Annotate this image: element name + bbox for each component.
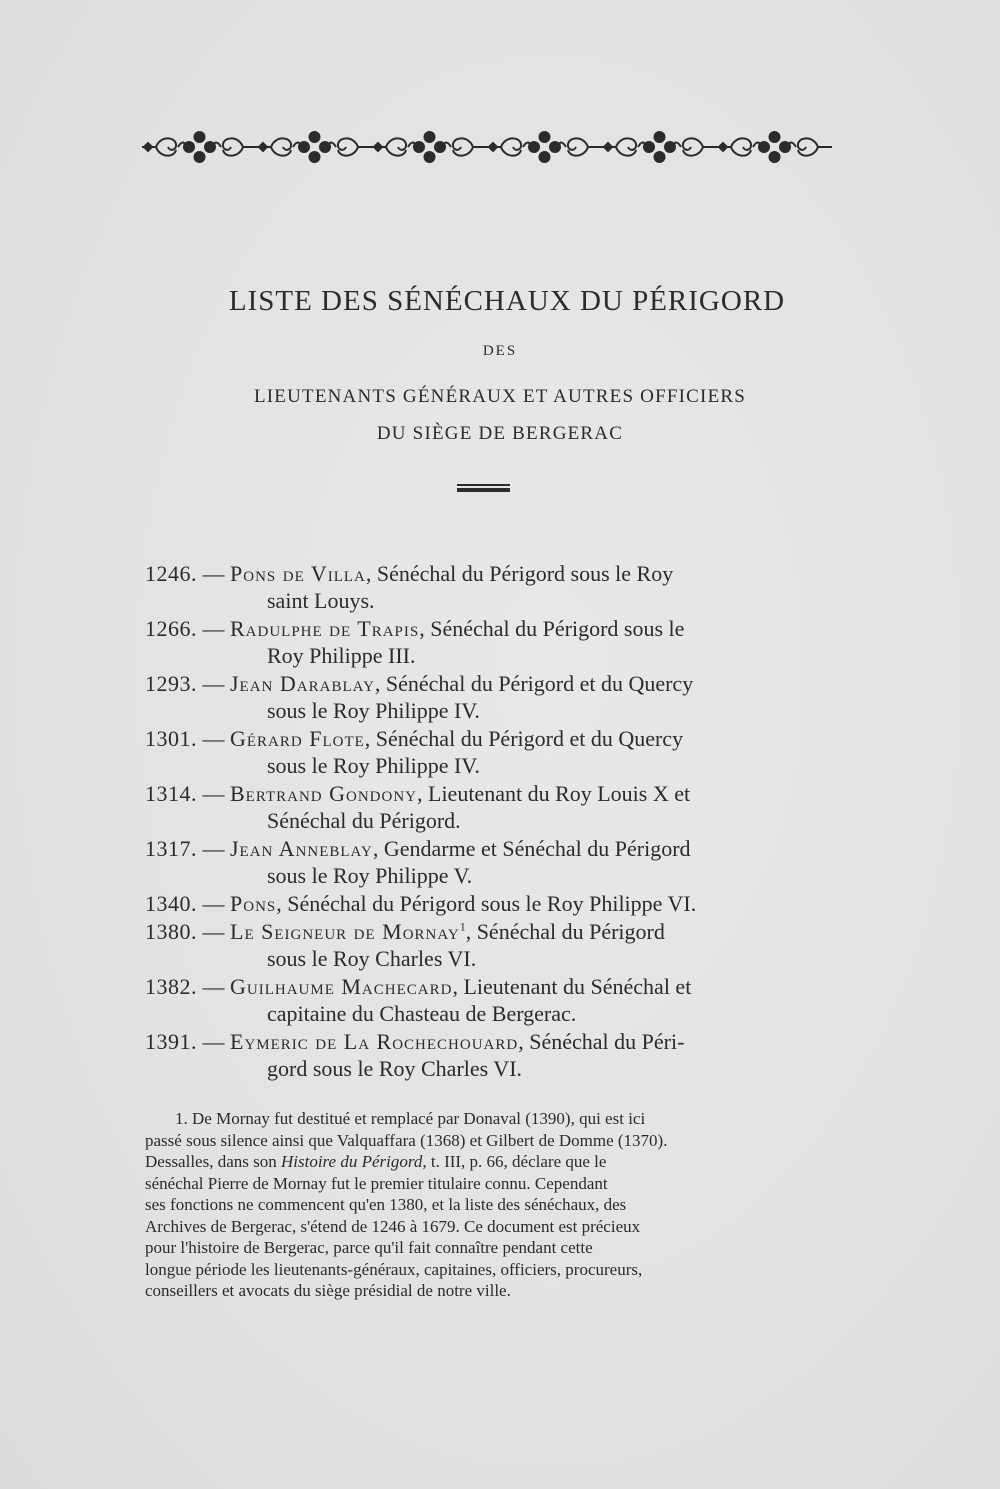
footnote-line: conseillers et avocats du siège présidial de notre ville. bbox=[145, 1281, 511, 1300]
entry-name: Pons de Villa bbox=[230, 561, 366, 586]
entry-name: Eymeric de La Rochechouard bbox=[230, 1029, 519, 1054]
entry-name: Gérard Flote bbox=[230, 726, 365, 751]
decorative-ornament-band bbox=[142, 128, 832, 166]
footnote-line: ses fonctions ne commencent qu'en 1380, et la liste des sénéchaux, des bbox=[145, 1195, 627, 1214]
entry-name: Bertrand Gondony bbox=[230, 781, 417, 806]
footnote-line: longue période les lieutenants-généraux, capitaines, officiers, procureurs, bbox=[145, 1259, 643, 1279]
entry-name: Pons bbox=[230, 891, 277, 916]
list-item: 1340. — Pons, Sénéchal du Périgord sous le Roy Philippe VI. bbox=[145, 891, 697, 916]
entry-year: 1266. bbox=[145, 616, 197, 641]
ornament-unit bbox=[372, 131, 487, 163]
subtitle-line-2: DU SIÈGE DE BERGERAC bbox=[376, 423, 624, 444]
entry-name: Guilhaume Machecard bbox=[230, 974, 453, 999]
title-connector: DES bbox=[482, 343, 518, 359]
footnote-line: 1. De Mornay fut destitué et remplacé par Donaval (1390), qui est ici bbox=[175, 1109, 646, 1128]
list-item: 1301. — Gérard Flote, Sénéchal du Périgord et du Quercy sous le Roy Philippe IV. bbox=[145, 726, 684, 778]
entry-name: Le Seigneur de Mornay bbox=[230, 919, 460, 944]
list-item: 1380. — Le Seigneur de Mornay$^1$, Sénéchal du Périgord sous le Roy Charles VI. bbox=[145, 919, 665, 971]
ornament-unit bbox=[257, 131, 372, 163]
footnote-line: Archives de Bergerac, s'étend de 1246 à 1679. Ce document est précieux bbox=[145, 1216, 641, 1236]
entry-name: Radulphe de Trapis bbox=[230, 616, 420, 641]
list-item: 1382. — Guilhaume Machecard, Lieutenant du Sénéchal et capitaine du Chasteau de Bergerac. bbox=[145, 974, 692, 1026]
entry-year: 1340. bbox=[145, 891, 197, 916]
seneschal-list bbox=[145, 560, 830, 1083]
entry-year: 1317. bbox=[145, 836, 197, 861]
footnote-line: Dessalles, dans son Histoire du Périgord, t. III, p. 66, déclare que le bbox=[145, 1152, 607, 1171]
entry-year: 1380. bbox=[145, 919, 197, 944]
book-title: Histoire du Périgord, bbox=[280, 1152, 427, 1171]
entry-name: Jean Anneblay bbox=[230, 836, 373, 861]
entry-year: 1382. bbox=[145, 974, 197, 999]
entry-year: 1246. bbox=[145, 561, 197, 586]
ornament-unit bbox=[487, 131, 602, 163]
entry-year: 1301. bbox=[145, 726, 197, 751]
subtitle-line-1: LIEUTENANTS GÉNÉRAUX ET AUTRES OFFICIERS bbox=[253, 386, 747, 407]
ornament-unit bbox=[142, 131, 257, 163]
list-item: 1391. — Eymeric de La Rochechouard, Sénéchal du Péri- gord sous le Roy Charles VI. bbox=[145, 1029, 685, 1081]
entry-year: 1391. bbox=[145, 1029, 197, 1054]
entry-name: Jean Darablay bbox=[230, 671, 375, 696]
footnote bbox=[145, 1108, 830, 1302]
page-title: LISTE DES SÉNÉCHAUX DU PÉRIGORD bbox=[228, 285, 786, 317]
entry-year: 1293. bbox=[145, 671, 197, 696]
list-item: 1314. — Bertrand Gondony, Lieutenant du Roy Louis X et Sénéchal du Périgord. bbox=[145, 781, 691, 833]
ornament-unit bbox=[602, 131, 717, 163]
list-item: 1293. — Jean Darablay, Sénéchal du Périgord et du Quercy sous le Roy Philippe IV. bbox=[145, 671, 694, 723]
footnote-line: passé sous silence ainsi que Valquaffara (1368) et Gilbert de Domme (1370). bbox=[145, 1130, 668, 1150]
footnote-ref: 1 bbox=[459, 919, 466, 934]
ornament-unit bbox=[717, 131, 832, 163]
footnote-line: sénéchal Pierre de Mornay fut le premier titulaire connu. Cependant bbox=[145, 1173, 608, 1193]
entry-year: 1314. bbox=[145, 781, 197, 806]
list-item: 1266. — Radulphe de Trapis, Sénéchal du Périgord sous le Roy Philippe III. bbox=[145, 616, 685, 668]
list-item: 1246. — Pons de Villa, Sénéchal du Périgord sous le Roy saint Louys. bbox=[145, 561, 674, 613]
footnote-line: pour l'histoire de Bergerac, parce qu'il fait connaître pendant cette bbox=[145, 1238, 593, 1257]
list-item: 1317. — Jean Anneblay, Gendarme et Sénéchal du Périgord sous le Roy Philippe V. bbox=[145, 836, 691, 888]
title-rule bbox=[457, 484, 510, 493]
